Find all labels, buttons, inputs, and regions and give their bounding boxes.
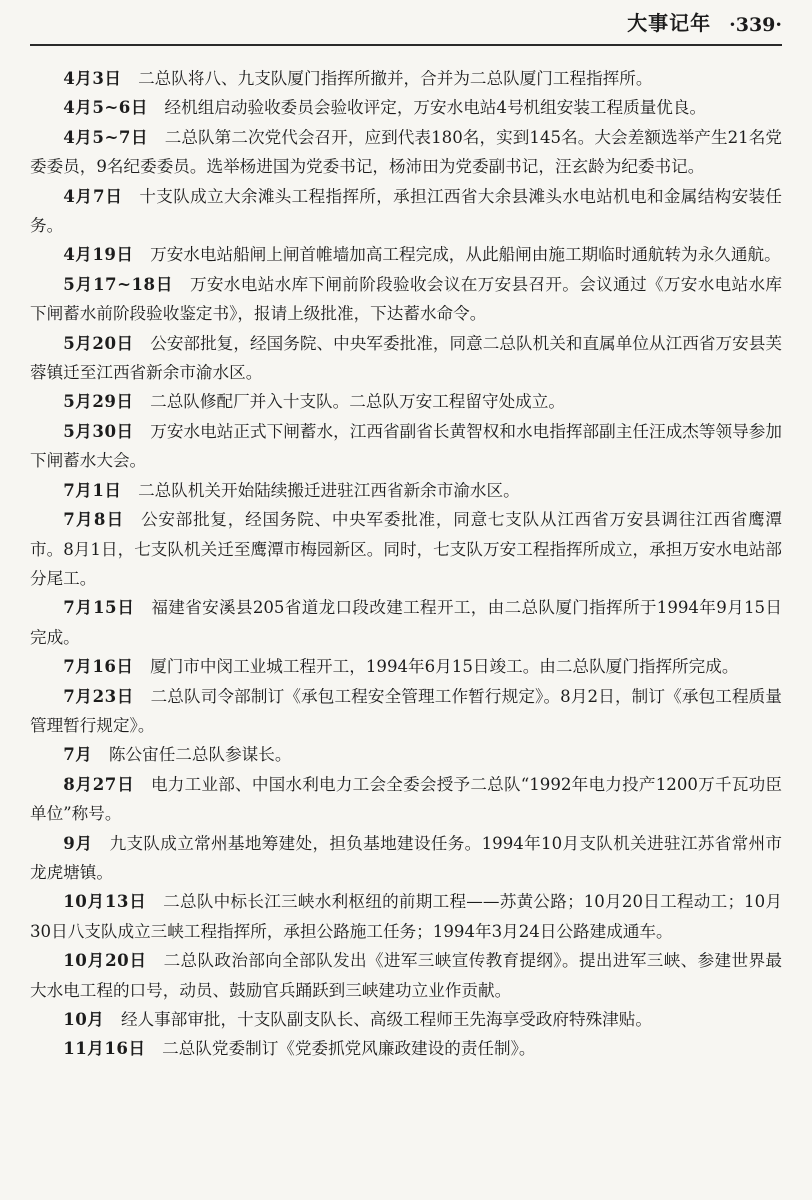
- chronicle-entry: [30, 240, 782, 269]
- chronicle-entries: [30, 64, 782, 1064]
- entry-date: 4月3日: [63, 68, 122, 88]
- entry-date: 10月13日: [63, 891, 147, 912]
- entry-text: 二总队机关开始陆续搬迁进驻江西省新余市渝水区。: [138, 480, 520, 500]
- running-title: 大事记年: [627, 11, 712, 35]
- entry-text: 万安水电站水库下闸前阶段验收会议在万安县召开。会议通过《万安水电站水库下闸蓄水前阶段验收鉴定书》，报请上级批准，下达蓄水命令。: [30, 274, 782, 324]
- chronicle-entry: [30, 93, 782, 122]
- chronicle-entry: [30, 946, 782, 1005]
- chronicle-entry: [30, 652, 782, 681]
- chronicle-entry: [30, 740, 782, 769]
- entry-date: 4月5~6日: [63, 97, 148, 118]
- entry-text: 公安部批复，经国务院、中央军委批准，同意七支队从江西省万安县调往江西省鹰潭市。8月1日，七支队机关迁至鹰潭市梅园新区。同时，七支队万安工程指挥所成立，承担万安水电站部分尾工。: [30, 510, 783, 588]
- entry-date: 10月20日: [63, 950, 147, 971]
- chronicle-entry: [30, 887, 782, 946]
- entry-date: 5月30日: [63, 420, 134, 441]
- chronicle-entry: [30, 182, 782, 241]
- entry-date: 7月1日: [63, 479, 122, 500]
- entry-text: 万安水电站正式下闸蓄水，江西省副省长黄智权和水电指挥部副主任汪成杰等领导参加下闸蓄水大会。: [30, 421, 783, 471]
- entry-text: 福建省安溪县205省道龙口段改建工程开工，由二总队厦门指挥所于1994年9月15日完成。: [30, 598, 783, 647]
- chronicle-entry: [30, 123, 782, 182]
- chronicle-entry: [30, 1034, 782, 1063]
- page-number: ·339·: [729, 14, 782, 36]
- entry-date: 4月7日: [63, 185, 123, 206]
- entry-date: 7月16日: [63, 656, 134, 677]
- entry-text: 万安水电站船闸上闸首帷墙加高工程完成，从此船闸由施工期临时通航转为永久通航。: [150, 245, 781, 265]
- chronicle-entry: [30, 387, 782, 416]
- entry-date: 4月19日: [63, 244, 134, 265]
- entry-date: 5月29日: [63, 391, 134, 412]
- entry-date: 7月8日: [63, 509, 125, 530]
- entry-text: 电力工业部、中国水利电力工会全委会授予二总队“1992年电力投产1200万千瓦功臣单位”称号。: [30, 774, 782, 824]
- entry-date: 11月16日: [63, 1038, 146, 1059]
- entry-text: 经人事部审批，十支队副支队长、高级工程师王先海享受政府特殊津贴。: [120, 1010, 652, 1029]
- entry-date: 4月5~7日: [63, 126, 149, 147]
- chronicle-entry: [30, 329, 782, 388]
- entry-date: 9月: [63, 832, 93, 853]
- chronicle-entry: [30, 682, 782, 741]
- entry-text: 厦门市中闵工业城工程开工，1994年6月15日竣工。由二总队厦门指挥所完成。: [150, 657, 739, 677]
- entry-text: 二总队中标长江三峡水利枢纽的前期工程——苏黄公路；10月20日工程动工；10月30日八支队成立三峡工程指挥所，承担公路施工任务；1994年3月24日公路建成通车。: [30, 892, 783, 941]
- entry-text: 九支队成立常州基地筹建处，担负基地建设任务。1994年10月支队机关进驻江苏省常州市龙虎塘镇。: [30, 833, 783, 882]
- page-header: [30, 6, 782, 46]
- entry-text: 二总队修配厂并入十支队。二总队万安工程留守处成立。: [150, 392, 565, 412]
- chronicle-entry: [30, 505, 782, 593]
- entry-date: 7月: [63, 744, 93, 765]
- entry-date: 7月23日: [63, 685, 134, 706]
- entry-date: 8月27日: [63, 773, 135, 794]
- entry-date: 5月17~18日: [63, 273, 174, 294]
- chronicle-entry: [30, 593, 782, 652]
- chronicle-entry: [30, 270, 782, 329]
- entry-text: 陈公宙任二总队参谋长。: [108, 745, 292, 765]
- entry-text: 经机组启动验收委员会验收评定，万安水电站4号机组安装工程质量优良。: [164, 98, 707, 118]
- chronicle-entry: [30, 770, 782, 829]
- chronicle-entry: [30, 476, 782, 505]
- entry-text: 二总队党委制订《党委抓党风廉政建设的责任制》。: [162, 1039, 536, 1059]
- entry-text: 公安部批复，经国务院、中央军委批准，同意二总队机关和直属单位从江西省万安县芙蓉镇迁至江西省新余市渝水区。: [30, 333, 783, 383]
- chronicle-entry: [30, 829, 782, 888]
- entry-date: 10月: [63, 1009, 105, 1029]
- entry-text: 二总队司令部制订《承包工程安全管理工作暂行规定》。8月2日，制订《承包工程质量管理暂行规定》。: [30, 686, 782, 735]
- chronicle-entry: [30, 1005, 782, 1034]
- entry-text: 二总队第二次党代会召开，应到代表180名，实到145名。大会差额选举产生21名党委委员，9名纪委委员。选举杨进国为党委书记，杨沛田为党委副书记，汪玄龄为纪委书记。: [30, 127, 782, 177]
- entry-date: 7月15日: [63, 597, 135, 618]
- entry-text: 二总队政治部向全部队发出《进军三峡宣传教育提纲》。提出进军三峡、参建世界最大水电工程的口号，动员、鼓励官兵踊跃到三峡建功立业作贡献。: [30, 951, 782, 1000]
- entry-text: 二总队将八、九支队厦门指挥所撤并，合并为二总队厦门工程指挥所。: [138, 69, 653, 88]
- entry-date: 5月20日: [63, 332, 134, 353]
- entry-text: 十支队成立大余滩头工程指挥所，承担江西省大余县滩头水电站机电和金属结构安装任务。: [30, 186, 783, 236]
- chronicle-entry: [30, 64, 782, 93]
- chronicle-entry: [30, 417, 782, 476]
